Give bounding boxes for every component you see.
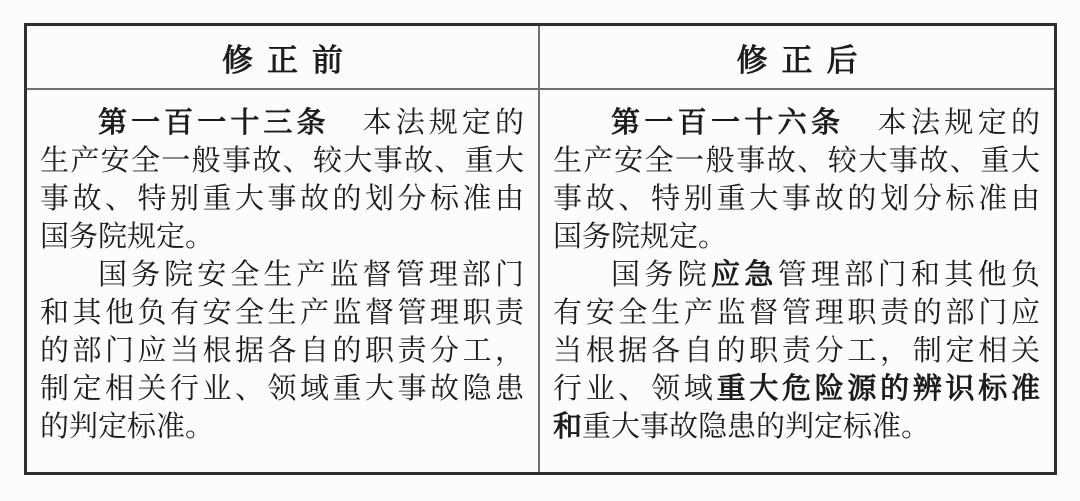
text-line xyxy=(553,218,1040,256)
body-text: 国务院安全生产监督管理部门 xyxy=(98,259,524,291)
text-line xyxy=(553,180,1040,218)
body-text: 制定相关行业、领域重大事故隐患 xyxy=(40,373,524,405)
text-line xyxy=(40,370,524,408)
body-text: 的部门应当根据各自的职责分工， xyxy=(40,335,524,367)
body-text: 当根据各自的职责分工，制定相关 xyxy=(553,335,1040,367)
text-line xyxy=(553,294,1040,332)
body-text: 行业、领域 xyxy=(553,373,717,405)
column-body-after xyxy=(540,90,1054,446)
text-line xyxy=(40,180,524,218)
body-text: 生产安全一般事故、较大事故、重大 xyxy=(40,145,524,177)
column-header-before: 修正前 xyxy=(27,26,538,90)
body-text: 事故、特别重大事故的划分标准由 xyxy=(553,183,1040,215)
amendment-comparison-table xyxy=(24,23,1057,475)
emphasized-text: 第一百一十六条 xyxy=(611,107,845,139)
body-text: 国务院规定。 xyxy=(40,221,215,253)
emphasized-text: 重大危险源的辨识标准 xyxy=(716,373,1040,405)
body-text: 有安全生产监督管理职责的部门应 xyxy=(553,297,1040,329)
body-text: 本法规定的 xyxy=(844,107,1040,139)
body-text: 本法规定的 xyxy=(329,107,524,139)
body-text: 生产安全一般事故、较大事故、重大 xyxy=(553,145,1040,177)
text-line xyxy=(553,104,1040,142)
column-header-after: 修正后 xyxy=(540,26,1054,90)
text-line xyxy=(553,370,1040,408)
emphasized-text: 第一百一十三条 xyxy=(98,107,330,139)
column-before xyxy=(27,26,540,472)
text-line xyxy=(40,218,524,256)
column-body-before xyxy=(27,90,538,446)
emphasized-text: 和 xyxy=(553,411,583,443)
text-line xyxy=(40,104,524,142)
text-line xyxy=(553,408,1040,446)
text-line xyxy=(40,408,524,446)
body-text: 重大事故隐患的判定标准。 xyxy=(582,411,931,443)
text-line xyxy=(553,256,1040,294)
body-text: 管理部门和其他负 xyxy=(777,259,1040,291)
column-after xyxy=(540,26,1054,472)
emphasized-text: 应急 xyxy=(711,259,778,291)
body-text: 国务院 xyxy=(611,259,711,291)
text-line xyxy=(553,332,1040,370)
text-line xyxy=(40,256,524,294)
body-text: 和其他负有安全生产监督管理职责 xyxy=(40,297,524,329)
text-line xyxy=(40,142,524,180)
body-text: 事故、特别重大事故的划分标准由 xyxy=(40,183,524,215)
text-line xyxy=(40,332,524,370)
body-text: 国务院规定。 xyxy=(553,221,728,253)
text-line xyxy=(553,142,1040,180)
body-text: 的判定标准。 xyxy=(40,411,215,443)
text-line xyxy=(40,294,524,332)
